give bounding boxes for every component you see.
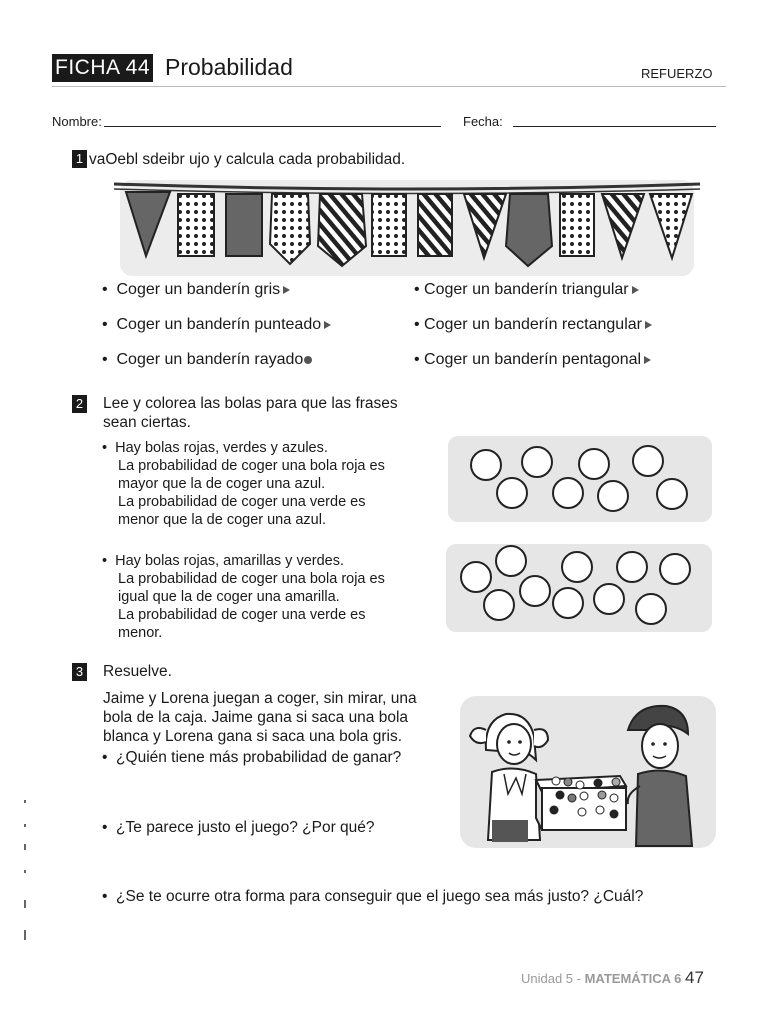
ball[interactable] — [660, 554, 690, 584]
statement-text: Hay bolas rojas, verdes y azules. — [115, 440, 328, 456]
arrow-icon — [644, 356, 651, 364]
ex1-item-triangular: • Coger un banderín triangular — [414, 281, 639, 299]
ex3-question-3: • ¿Se te ocurre otra forma para conseguir que el juego sea más justo? ¿Cuál? — [102, 888, 644, 905]
statement-line: • Hay bolas rojas, amarillas y verdes. — [102, 553, 345, 569]
statement-line: La probabilidad de coger una bola roja es — [118, 458, 385, 474]
page-footer — [521, 968, 704, 988]
ex2-statement-a — [102, 439, 385, 529]
ex1-item-striped-text: Coger un banderín rayado — [116, 351, 304, 368]
margin-mark — [24, 800, 26, 803]
statement-line: La probabilidad de coger una verde es — [118, 494, 366, 510]
name-field[interactable] — [104, 126, 441, 127]
ball[interactable] — [657, 479, 687, 509]
exercise-1-number: 1 — [72, 150, 87, 168]
ex1-item-dotted-text: Coger un banderín punteado — [116, 316, 322, 333]
boy-figure — [628, 706, 692, 846]
ex1-item-striped: • Coger un banderín rayado — [102, 351, 312, 369]
ex3-question-2: • ¿Te parece justo el juego? ¿Por qué? — [102, 819, 375, 836]
ball[interactable] — [617, 552, 647, 582]
pennant-banner-illustration — [112, 176, 702, 278]
problem-line: Jaime y Lorena juegan a coger, sin mirar, una — [103, 690, 417, 707]
statement-line: • Hay bolas rojas, verdes y azules. — [102, 440, 328, 456]
pennant-striped-rectangle — [418, 194, 452, 256]
ex1-item-triangular-text: Coger un banderín triangular — [424, 281, 629, 298]
ex1-item-dotted: • Coger un banderín punteado — [102, 316, 331, 334]
balls-panel-a — [448, 432, 712, 524]
ex1-item-pentagonal: • Coger un banderín pentagonal — [414, 351, 651, 369]
arrow-icon — [283, 286, 290, 294]
ball[interactable] — [553, 478, 583, 508]
pennant-gray-rectangle — [226, 194, 262, 256]
statement-line: La probabilidad de coger una verde es — [118, 607, 366, 623]
ball[interactable] — [562, 552, 592, 582]
statement-line: menor que la de coger una azul. — [118, 512, 326, 528]
ball[interactable] — [484, 590, 514, 620]
balls-panel-b — [446, 540, 712, 634]
ball[interactable] — [461, 562, 491, 592]
date-field[interactable] — [513, 126, 716, 127]
statement-line: menor. — [118, 625, 163, 641]
ball[interactable] — [522, 447, 552, 477]
ball-box — [536, 776, 626, 830]
ball[interactable] — [598, 481, 628, 511]
pennant-dotted-rectangle — [372, 194, 406, 256]
ex1-item-rectangular-text: Coger un banderín rectangular — [424, 316, 642, 333]
exercise-2-number: 2 — [72, 395, 87, 413]
exercise-3-number: 3 — [72, 663, 87, 681]
exercise-1-instruction: vaOebl sdeibr ujo y calcula cada probabilidad. — [89, 151, 406, 168]
problem-line: bola de la caja. Jaime gana si saca una bola — [103, 709, 409, 726]
exercise-2-instruction — [103, 394, 398, 432]
statement-line: igual que la de coger una amarilla. — [118, 589, 340, 605]
question-text: ¿Se te ocurre otra forma para conseguir que el juego sea más justo? ¿Cuál? — [116, 888, 644, 905]
statement-line: mayor que la de coger una azul. — [118, 476, 326, 492]
ball[interactable] — [471, 450, 501, 480]
question-text: ¿Te parece justo el juego? ¿Por qué? — [116, 819, 375, 836]
arrow-icon — [632, 286, 639, 294]
ex1-item-gray: • Coger un banderín gris — [102, 281, 290, 299]
ex3-question-1: • ¿Quién tiene más probabilidad de ganar? — [102, 749, 402, 766]
bullet-dot-icon — [304, 356, 312, 364]
page-title: Probabilidad — [165, 54, 293, 80]
ball[interactable] — [520, 576, 550, 606]
footer-unit: Unidad 5 - — [521, 971, 585, 986]
arrow-icon — [645, 321, 652, 329]
children-ball-box-illustration — [456, 690, 720, 852]
ball[interactable] — [496, 546, 526, 576]
ficha-number: FICHA 44 — [52, 54, 153, 82]
ball[interactable] — [594, 584, 624, 614]
ex2-statement-b — [102, 552, 385, 642]
statement-text: Hay bolas rojas, amarillas y verdes. — [115, 553, 345, 569]
statement-line: La probabilidad de coger una bola roja es — [118, 571, 385, 587]
footer-subject: MATEMÁTICA 6 — [584, 971, 682, 986]
name-label: Nombre: — [52, 114, 102, 129]
header-divider — [52, 86, 726, 87]
ex1-item-pentagonal-text: Coger un banderín pentagonal — [424, 351, 642, 368]
margin-mark — [24, 824, 26, 827]
margin-mark — [24, 930, 26, 940]
instruction-line: sean ciertas. — [103, 414, 191, 431]
ex1-item-rectangular: • Coger un banderín rectangular — [414, 316, 652, 334]
level-label: REFUERZO — [641, 66, 713, 81]
ball[interactable] — [497, 478, 527, 508]
ex1-item-gray-text: Coger un banderín gris — [116, 281, 281, 298]
ball[interactable] — [579, 449, 609, 479]
margin-mark — [24, 870, 26, 873]
instruction-line: Lee y colorea las bolas para que las frases — [103, 395, 398, 412]
page-number: 47 — [685, 968, 704, 987]
exercise-3-instruction: Resuelve. — [103, 663, 172, 680]
ex3-problem-text — [103, 689, 417, 746]
problem-line: blanca y Lorena gana si saca una bola gris. — [103, 728, 403, 745]
question-text: ¿Quién tiene más probabilidad de ganar? — [116, 749, 402, 766]
margin-mark — [24, 900, 26, 908]
arrow-icon — [324, 321, 331, 329]
ball[interactable] — [636, 594, 666, 624]
pennant-dotted-rectangle — [178, 194, 214, 256]
ball[interactable] — [633, 446, 663, 476]
date-label: Fecha: — [463, 114, 503, 129]
ball[interactable] — [553, 588, 583, 618]
pennant-dotted-rectangle — [560, 194, 594, 256]
margin-mark — [24, 844, 26, 850]
